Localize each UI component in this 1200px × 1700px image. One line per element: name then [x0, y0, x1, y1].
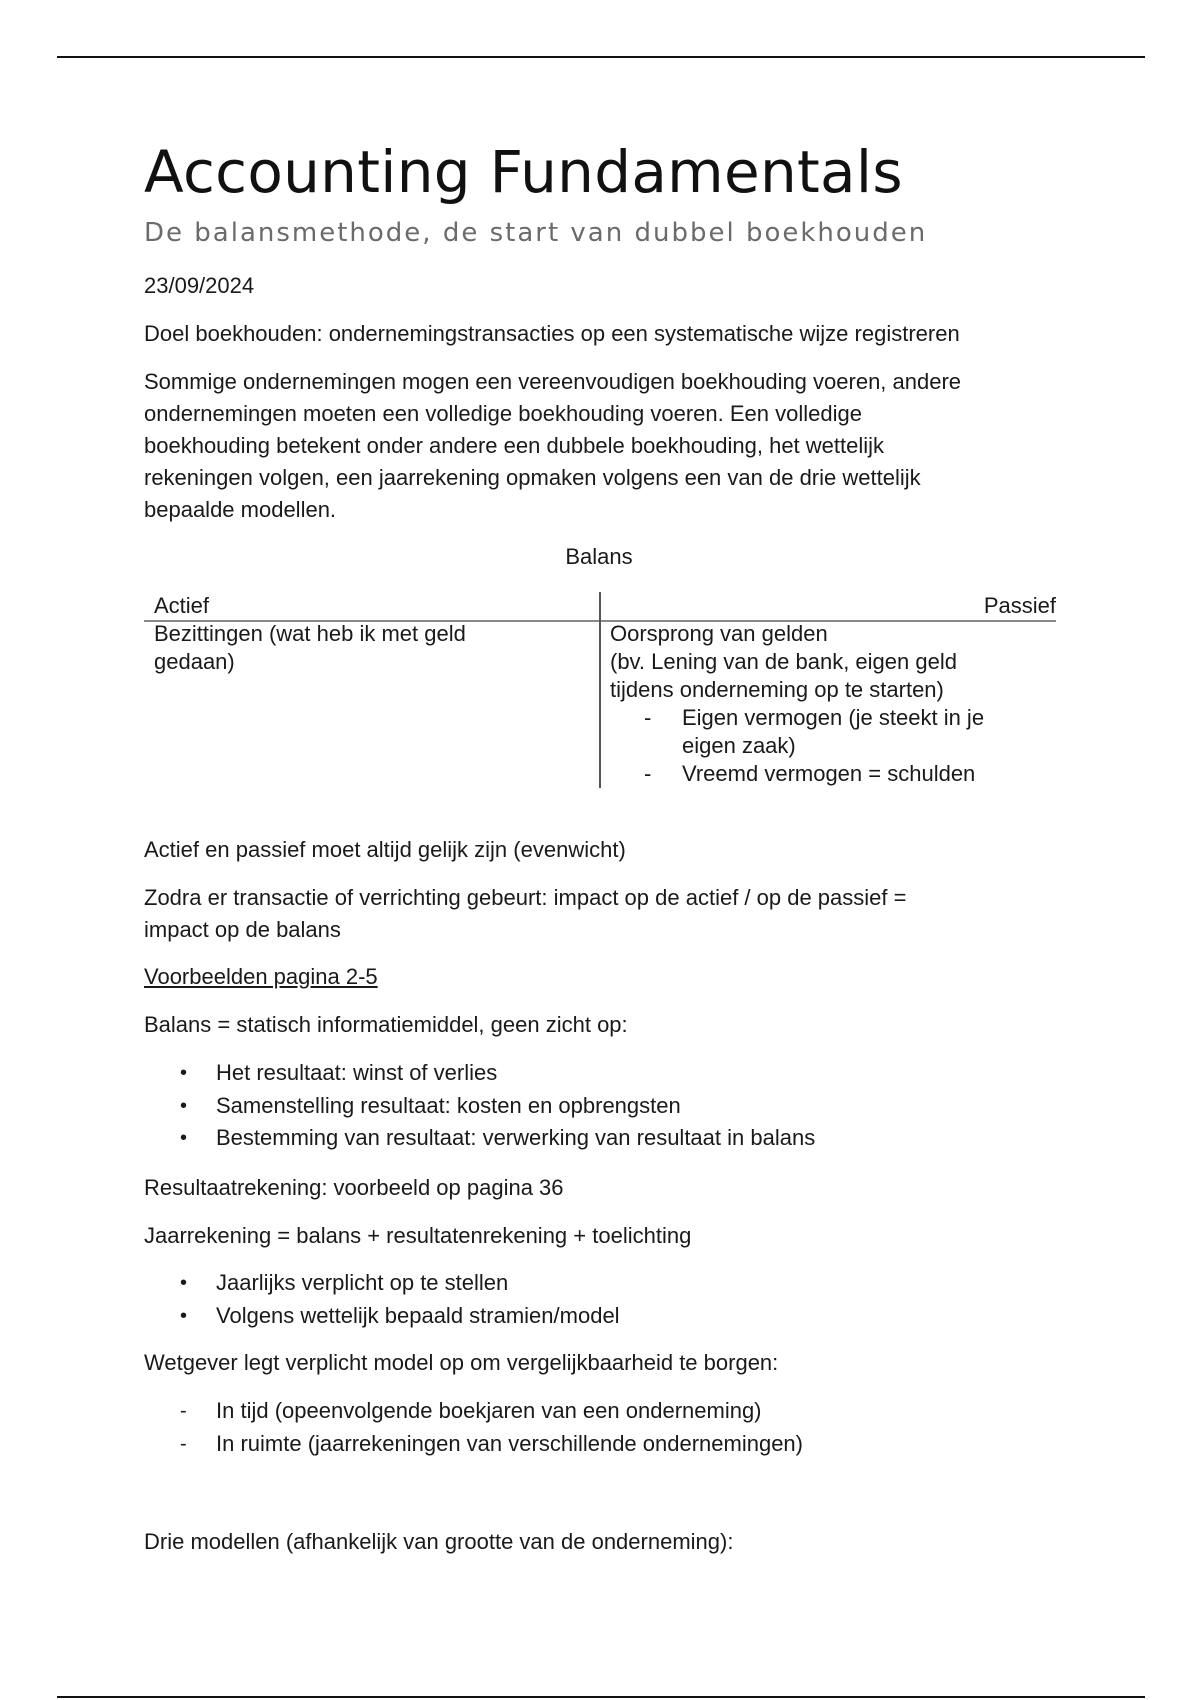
passief-sublist	[610, 704, 1050, 788]
text-line: ondernemingen moeten een volledige boekhouding voeren. Een volledige	[144, 401, 862, 426]
bullet-marker: •	[180, 1127, 188, 1149]
balans-column-divider	[599, 592, 601, 788]
balans-actief-cell	[154, 620, 584, 676]
list-wetgever	[144, 1395, 1044, 1460]
balans-table	[144, 592, 1056, 788]
dash-marker: -	[644, 761, 652, 786]
document-date: 23/09/2024	[144, 273, 255, 298]
text-line: Sommige ondernemingen mogen een vereenvoudigen boekhouding voeren, andere	[144, 369, 962, 394]
dash-marker: -	[180, 1432, 187, 1455]
list-item	[610, 704, 1050, 760]
bullet-marker: •	[180, 1062, 188, 1084]
text-line: Bezittingen (wat heb ik met geld	[154, 621, 466, 646]
list-item: • Jaarlijks verplicht op te stellen	[144, 1267, 1044, 1300]
paragraph-doel: Doel boekhouden: ondernemingstransacties op een systematische wijze registreren	[144, 321, 960, 346]
paragraph-jaarrekening: Jaarrekening = balans + resultatenrekening + toelichting	[144, 1223, 692, 1248]
document-title: Accounting Fundamentals	[144, 138, 903, 206]
paragraph-evenwicht: Actief en passief moet altijd gelijk zijn (evenwicht)	[144, 837, 626, 862]
text-line: Oorsprong van gelden	[610, 621, 828, 646]
text-line: Zodra er transactie of verrichting gebeurt: impact op de actief / op de passief =	[144, 885, 907, 910]
paragraph-drie-modellen: Drie modellen (afhankelijk van grootte van de onderneming):	[144, 1529, 734, 1554]
dash-marker: -	[644, 705, 652, 730]
text-line: gedaan)	[154, 649, 235, 674]
list-item: • Het resultaat: winst of verlies	[144, 1057, 1044, 1090]
list-statisch	[144, 1057, 1044, 1155]
list-item: • Volgens wettelijk bepaald stramien/model	[144, 1300, 1044, 1333]
text-line: eigen zaak)	[682, 733, 796, 758]
list-item: - In ruimte (jaarrekeningen van verschillende ondernemingen)	[144, 1428, 1044, 1461]
list-jaarrekening	[144, 1267, 1044, 1332]
paragraph-statisch: Balans = statisch informatiemiddel, geen zicht op:	[144, 1012, 628, 1037]
list-item	[610, 760, 1050, 788]
paragraph-zodra	[144, 882, 1064, 946]
bullet-marker: •	[180, 1272, 188, 1294]
bullet-marker: •	[180, 1304, 188, 1327]
text-line: Eigen vermogen (je steekt in je	[682, 705, 985, 730]
text-line: impact op de balans	[144, 917, 341, 942]
list-item: • Bestemming van resultaat: verwerking van resultaat in balans	[144, 1122, 1044, 1155]
text-line: rekeningen volgen, een jaarrekening opmaken volgens een van de drie wettelijk	[144, 465, 921, 490]
balans-passief-cell	[610, 620, 1050, 788]
list-item: • Samenstelling resultaat: kosten en opbrengsten	[144, 1090, 1044, 1123]
balans-title: Balans	[565, 544, 633, 569]
document-subtitle: De balansmethode, de start van dubbel boekhouden	[144, 218, 928, 248]
text-line: tijdens onderneming op te starten)	[610, 677, 944, 702]
text-line: bepaalde modellen.	[144, 497, 337, 522]
paragraph-wetgever: Wetgever legt verplicht model op om vergelijkbaarheid te borgen:	[144, 1350, 779, 1375]
text-line: (bv. Lening van de bank, eigen geld	[610, 649, 957, 674]
footer-rule	[57, 1696, 1145, 1698]
text-line: boekhouding betekent onder andere een dubbele boekhouding, het wettelijk	[144, 433, 885, 458]
bullet-marker: •	[180, 1094, 188, 1117]
dash-marker: -	[180, 1400, 187, 1422]
paragraph-resultaat: Resultaatrekening: voorbeeld op pagina 36	[144, 1175, 564, 1200]
balans-header-actief: Actief	[154, 593, 210, 618]
balans-header-passief: Passief	[983, 593, 1056, 618]
paragraph-voorbeelden: Voorbeelden pagina 2-5	[144, 964, 378, 989]
list-item: - In tijd (opeenvolgende boekjaren van een onderneming)	[144, 1395, 1044, 1428]
header-rule	[57, 56, 1145, 58]
paragraph-sommige	[144, 366, 1064, 526]
text-line: Vreemd vermogen = schulden	[682, 761, 976, 786]
